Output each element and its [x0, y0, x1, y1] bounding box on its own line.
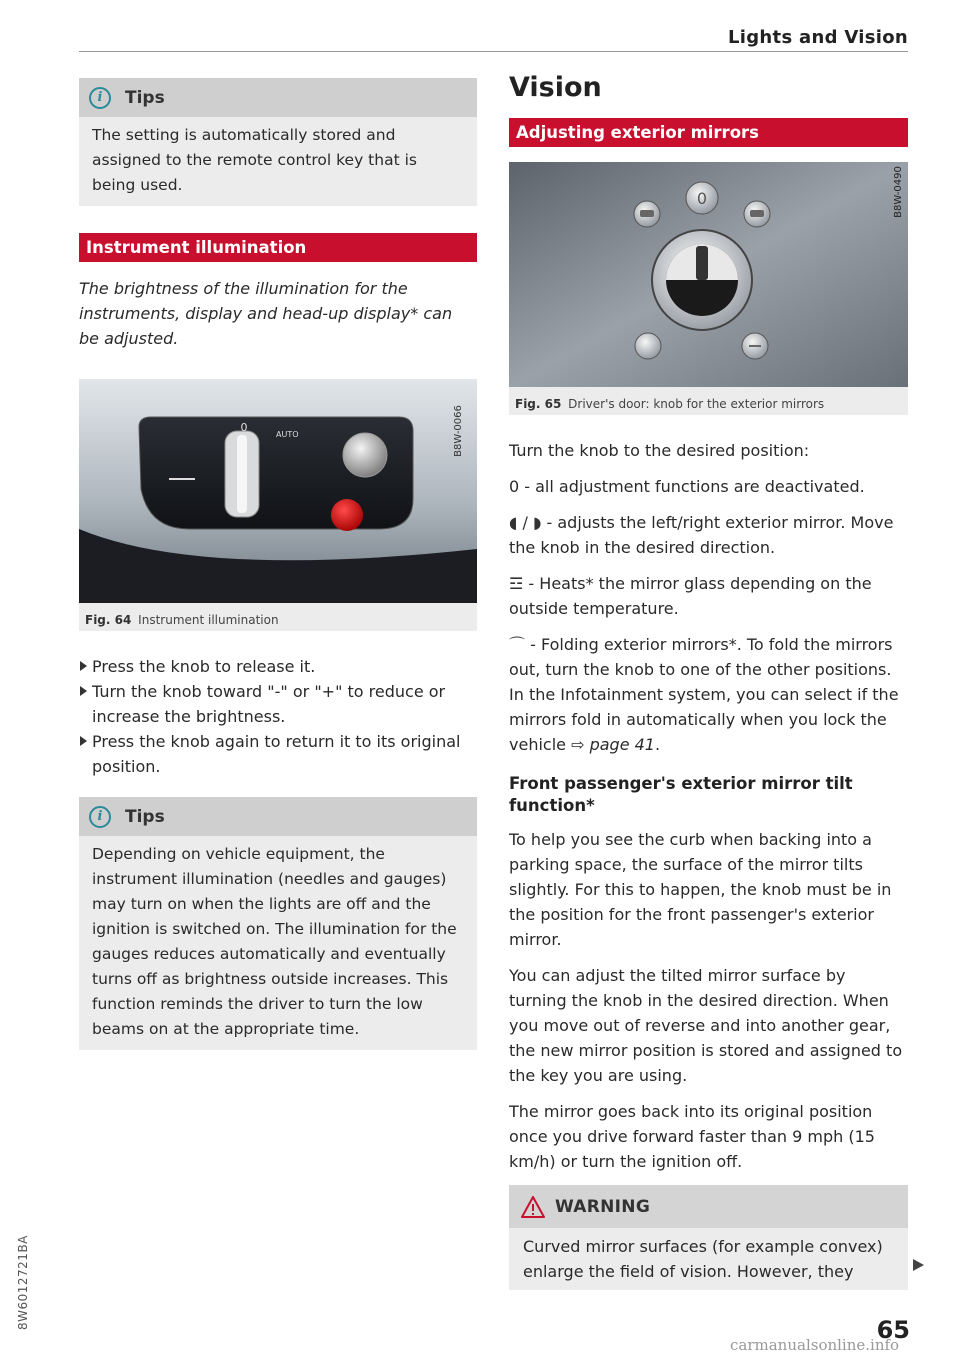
instruction-list — [79, 654, 477, 779]
figure-code: B8W-0490 — [893, 166, 904, 218]
paragraph-adjust: ◖ / ◗ - adjusts the left/right exterior mirror. Move the knob in the desired direction. — [509, 513, 894, 557]
tips-title: Tips — [125, 87, 165, 108]
mirror-fold-icon: ⌒ — [509, 635, 526, 654]
paragraph-tilt-3: The mirror goes back into its original position once you drive forward faster than 9 mph (15 km/h) or turn the ignition off. — [509, 1102, 875, 1171]
knob-zero-label: 0 — [240, 421, 248, 434]
paragraph-heat: ☲ - Heats* the mirror glass depending on the outside temperature. — [509, 574, 872, 618]
mirror-knob-image — [509, 162, 908, 387]
warning-text: Curved mirror surfaces (for example convex) enlarge the field of vision. However, they — [523, 1237, 883, 1281]
figure-64 — [79, 379, 477, 631]
mirror-left-right-icon: ◖ / ◗ — [509, 513, 542, 532]
paragraph-tilt-1: To help you see the curb when backing into a parking space, the surface of the mirror tilts slightly. For this to happen, the knob must be in the position for the front passenger's exterior mirror. — [509, 830, 892, 949]
list-item: Press the knob again to return it to its original position. — [79, 729, 477, 779]
adjusting-mirrors-heading: Adjusting exterior mirrors — [509, 118, 908, 147]
bullet-arrow-icon — [80, 661, 87, 671]
info-icon: i — [89, 806, 111, 828]
bullet-arrow-icon — [80, 736, 87, 746]
info-icon: i — [89, 87, 111, 109]
figure-caption-text: Driver's door: knob for the exterior mirrors — [568, 397, 825, 411]
warning-box — [509, 1185, 908, 1290]
warning-title: WARNING — [555, 1196, 651, 1217]
list-item: Press the knob to release it. — [79, 654, 477, 679]
warning-header — [509, 1185, 908, 1228]
paragraph-tilt-2: You can adjust the tilted mirror surface by turning the knob in the desired direction. When you move out of reverse and into another gear, the new mirror position is stored and assigned to the key you are using. — [509, 966, 903, 1085]
tips-header — [79, 78, 477, 117]
figure-caption — [509, 391, 908, 415]
instrument-illumination-heading: Instrument illumination — [79, 233, 477, 262]
tips-box-2 — [79, 797, 477, 1050]
instrument-intro: The brightness of the illumination for the instruments, display and head-up display* can be adjusted. — [79, 279, 453, 348]
tips-box-1 — [79, 78, 477, 206]
tips-text: The setting is automatically stored and assigned to the remote control key that is being used. — [92, 126, 417, 194]
paragraph-zero: 0 - all adjustment functions are deactivated. — [509, 477, 865, 496]
paragraph-fold: ⌒ - Folding exterior mirrors*. To fold the mirrors out, turn the knob to one of the other positions. In the Infotainment system, you can select if the mirrors fold in automatically when you lock the vehicle ⇨ page 41. — [509, 635, 899, 754]
page-reference-link[interactable]: ⇨ page 41 — [571, 735, 655, 754]
document-code: 8W6012721BA — [16, 1235, 30, 1330]
mirror-heating-icon: ☲ — [509, 574, 524, 593]
tips-title: Tips — [125, 806, 165, 827]
left-column — [79, 78, 477, 1050]
figure-65 — [509, 162, 908, 415]
figure-label: Fig. 64 — [85, 613, 132, 627]
header-rule — [79, 51, 908, 52]
mirror-knob-zero-label: 0 — [696, 189, 708, 208]
continue-arrow-icon — [913, 1259, 924, 1271]
vision-heading: Vision — [509, 72, 602, 103]
tips-header — [79, 797, 477, 836]
figure-caption-text: Instrument illumination — [138, 613, 279, 627]
paragraph-turn: Turn the knob to the desired position: — [509, 441, 810, 460]
section-title: Lights and Vision — [728, 27, 908, 48]
figure-label: Fig. 65 — [515, 397, 562, 411]
list-item: Turn the knob toward "-" or "+" to reduce or increase the brightness. — [79, 679, 477, 729]
warning-triangle-icon — [521, 1196, 545, 1218]
watermark: carmanualsonline.info — [730, 1336, 900, 1354]
bullet-arrow-icon — [80, 686, 87, 696]
figure-code: B8W-0066 — [453, 405, 464, 457]
figure-caption — [79, 607, 477, 631]
knob-auto-label: AUTO — [276, 430, 299, 439]
right-column — [509, 72, 908, 1290]
tilt-function-heading: Front passenger's exterior mirror tilt function* — [509, 774, 853, 815]
page-number: 65 — [876, 1316, 910, 1344]
tips-text: Depending on vehicle equipment, the instrument illumination (needles and gauges) may turn on when the lights are off and the ignition is switched on. The illumination for the gauges reduces automatically and eventually turns off as brightness outside increases. This function reminds the driver to turn the low beams on at the appropriate time. — [92, 845, 457, 1038]
instrument-illumination-knob-image — [79, 379, 477, 603]
